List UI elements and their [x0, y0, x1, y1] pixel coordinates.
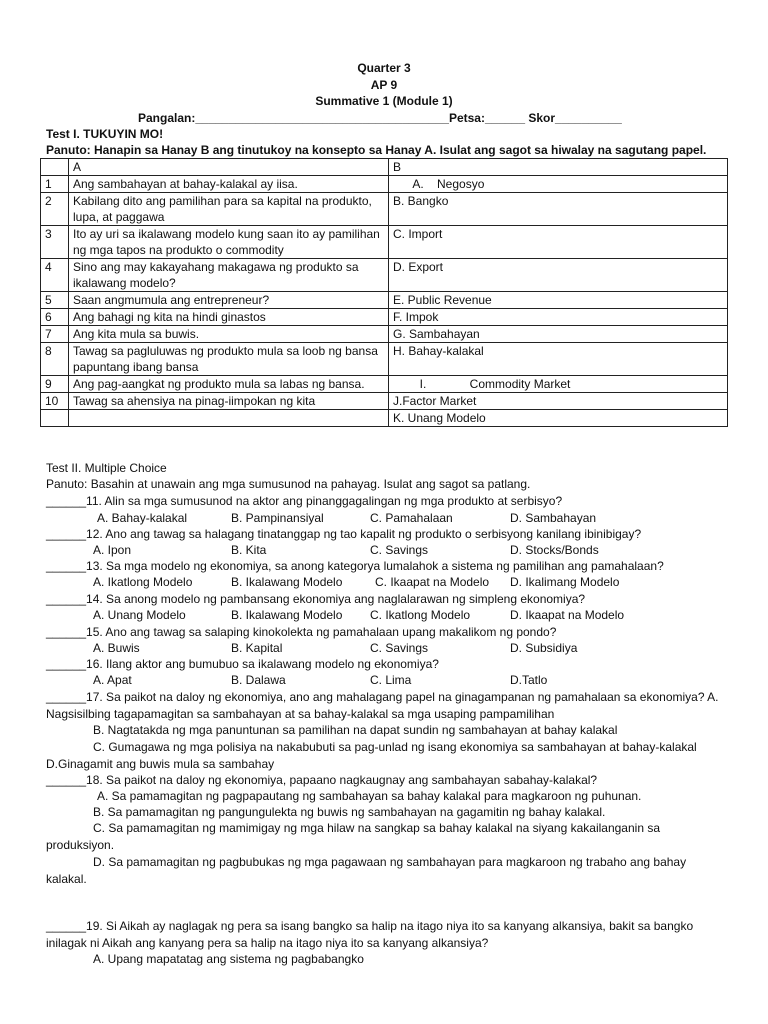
q16-option-d: D.Tatlo: [510, 673, 548, 687]
q16-option-a: A. Apat: [93, 673, 132, 687]
column-b-cell: F. Impok: [389, 309, 728, 326]
table-row: [41, 259, 728, 292]
question-19: ______19. Si Aikah ay naglagak ng pera sa isang bangko sa halip na itago niya ito sa kanyang alkansiya, bakit sa bangko inilagak ni Aikah ang kanyang pera sa halip na itago niya ito sa kanyang alkansiya?: [46, 919, 694, 950]
row-number: 1: [41, 176, 69, 193]
q11-option-c: C. Pamahalaan: [370, 511, 453, 525]
info-line: Pangalan:______________________________________Petsa:______ Skor__________: [138, 111, 622, 125]
q12-option-a: A. Ipon: [93, 543, 132, 557]
subject-heading: AP 9: [370, 78, 398, 92]
column-b-cell: H. Bahay-kalakal: [389, 343, 728, 376]
column-b-cell: I. Commodity Market: [389, 376, 728, 393]
row-number: 8: [41, 343, 69, 376]
column-a-cell: Tawag sa ahensiya na pinag-iimpokan ng kita: [69, 393, 389, 410]
question-13: ______13. Sa mga modelo ng ekonomiya, sa anong kategorya lumalahok a sistema ng pamilihan ang pamahalaan?: [46, 559, 664, 573]
quarter-heading: Quarter 3: [357, 61, 411, 75]
row-number: [41, 410, 69, 427]
question-14: ______14. Sa anong modelo ng pambansang ekonomiya ang naglalarawan ng simpleng ekonomiya?: [46, 592, 586, 606]
column-a-cell: Ang bahagi ng kita na hindi ginastos: [69, 309, 389, 326]
q11-option-b: B. Pampinansiyal: [231, 511, 324, 525]
q15-option-a: A. Buwis: [93, 641, 140, 655]
q11-option-d: D. Sambahayan: [510, 511, 597, 525]
question-16: ______16. Ilang aktor ang bumubuo sa ikalawang modelo ng ekonomiya?: [46, 657, 439, 671]
table-row: [41, 193, 728, 226]
column-a-cell: Ang kita mula sa buwis.: [69, 326, 389, 343]
q12-option-d: D. Stocks/Bonds: [510, 543, 599, 557]
q18-option-c: C. Sa pamamagitan ng mamimigay ng mga hilaw na sangkap sa bahay kalakal na siyang kakailanganin sa produksiyon.: [46, 821, 660, 852]
q16-option-b: B. Dalawa: [231, 673, 286, 687]
row-number: 2: [41, 193, 69, 226]
column-b-cell: C. Import: [389, 226, 728, 259]
q14-option-c: C. Ikatlong Modelo: [370, 608, 471, 622]
table-row: [41, 376, 728, 393]
row-number: 7: [41, 326, 69, 343]
column-b-header: B: [389, 159, 728, 176]
q15-option-c: C. Savings: [370, 641, 429, 655]
q19-option-a: A. Upang mapatatag ang sistema ng pagbabangko: [93, 952, 364, 966]
row-number: 6: [41, 309, 69, 326]
table-row: [41, 410, 728, 427]
column-b-cell: G. Sambahayan: [389, 326, 728, 343]
q18-option-b: B. Sa pamamagitan ng pangungulekta ng buwis ng sambahayan na gagamitin ng bahay kalakal.: [93, 805, 606, 819]
q11-option-a: A. Bahay-kalakal: [97, 511, 188, 525]
column-b-cell: B. Bangko: [389, 193, 728, 226]
table-row: [41, 309, 728, 326]
question-11: ______11. Alin sa mga sumusunod na aktor ang pinanggagalingan ng mga produkto at serbisyo?: [46, 494, 563, 508]
q13-option-b: B. Ikalawang Modelo: [231, 575, 343, 589]
column-a-cell: Sino ang may kakayahang makagawa ng produkto sa ikalawang modelo?: [69, 259, 389, 292]
q13-option-c: C. Ikaapat na Modelo: [375, 575, 490, 589]
question-12: ______12. Ano ang tawag sa halagang tinatanggap ng tao kapalit ng produkto o serbisyong kanilang ibinibigay?: [46, 527, 642, 541]
q15-option-d: D. Subsidiya: [510, 641, 578, 655]
column-a-cell: Tawag sa pagluluwas ng produkto mula sa loob ng bansa papuntang ibang bansa: [69, 343, 389, 376]
q17-option-b: B. Nagtatakda ng mga panuntunan sa pamilihan na dapat sundin ng sambahayan at bahay kalakal: [93, 723, 618, 737]
column-a-cell: Ang sambahayan at bahay-kalakal ay iisa.: [69, 176, 389, 193]
test2-title: Test II. Multiple Choice: [46, 461, 167, 475]
q13-option-d: D. Ikalimang Modelo: [510, 575, 620, 589]
table-row: [41, 292, 728, 309]
q14-option-d: D. Ikaapat na Modelo: [510, 608, 625, 622]
table-row: [41, 176, 728, 193]
column-a-cell: Saan angmumula ang entrepreneur?: [69, 292, 389, 309]
table-row: [41, 326, 728, 343]
q18-option-d: D. Sa pamamagitan ng pagbubukas ng mga pagawaan ng sambahayan para magkaroon ng trabaho ang bahay kalakal.: [46, 855, 687, 886]
q15-option-b: B. Kapital: [231, 641, 283, 655]
q12-option-b: B. Kita: [231, 543, 267, 557]
column-a-cell: [69, 410, 389, 427]
q16-option-c: C. Lima: [370, 673, 412, 687]
test2-instruction: Panuto: Basahin at unawain ang mga sumusunod na pahayag. Isulat ang sagot sa patlang.: [46, 477, 531, 491]
test1-title: Test I. TUKUYIN MO!: [46, 127, 164, 141]
question-18: ______18. Sa paikot na daloy ng ekonomiya, papaano nagkaugnay ang sambahayan sabahay-kalakal?: [46, 773, 598, 787]
summative-title: Summative 1 (Module 1): [315, 94, 453, 108]
row-number: 10: [41, 393, 69, 410]
row-number: 9: [41, 376, 69, 393]
column-a-cell: Kabilang dito ang pamilihan para sa kapital na produkto, lupa, at paggawa: [69, 193, 389, 226]
column-a-cell: Ang pag-aangkat ng produkto mula sa labas ng bansa.: [69, 376, 389, 393]
q12-option-c: C. Savings: [370, 543, 429, 557]
q18-option-a: A. Sa pamamagitan ng pagpapautang ng sambahayan sa bahay kalakal para magkaroon ng puhunan.: [97, 789, 642, 803]
matching-table: [40, 158, 728, 427]
column-b-cell: E. Public Revenue: [389, 292, 728, 309]
q13-option-a: A. Ikatlong Modelo: [93, 575, 193, 589]
row-number: 3: [41, 226, 69, 259]
column-a-header: A: [69, 159, 389, 176]
table-row: [41, 226, 728, 259]
column-a-cell: Ito ay uri sa ikalawang modelo kung saan ito ay pamilihan ng mga tapos na produkto o commodity: [69, 226, 389, 259]
column-b-cell: K. Unang Modelo: [389, 410, 728, 427]
column-b-cell: A. Negosyo: [389, 176, 728, 193]
column-b-cell: D. Export: [389, 259, 728, 292]
q14-option-b: B. Ikalawang Modelo: [231, 608, 343, 622]
table-cell: [41, 159, 69, 176]
column-b-cell: J.Factor Market: [389, 393, 728, 410]
row-number: 4: [41, 259, 69, 292]
test1-instruction: Panuto: Hanapin sa Hanay B ang tinutukoy na konsepto sa Hanay A. Isulat ang sagot sa hiwalay na sagutang papel.: [46, 143, 707, 157]
table-row: [41, 393, 728, 410]
table-row: [41, 343, 728, 376]
question-15: ______15. Ano ang tawag sa salaping kinokolekta ng pamahalaan upang makalikom ng pondo?: [46, 625, 557, 639]
table-header-row: [41, 159, 728, 176]
row-number: 5: [41, 292, 69, 309]
question-17: ______17. Sa paikot na daloy ng ekonomiya, ano ang mahalagang papel na ginagampanan ng pamahalaan sa ekonomiya? A. Nagsisilbing tagapamagitan sa sambahayan at sa bahay-kalakal sa mga usaping pampamilihan: [46, 690, 719, 721]
q14-option-a: A. Unang Modelo: [93, 608, 186, 622]
q17-option-c: C. Gumagawa ng mga polisiya na nakabubuti sa pag-unlad ng isang ekonomiya sa sambahayan at bahay-kalakal D.Ginagamit ang buwis mula sa sambahay: [46, 740, 697, 771]
